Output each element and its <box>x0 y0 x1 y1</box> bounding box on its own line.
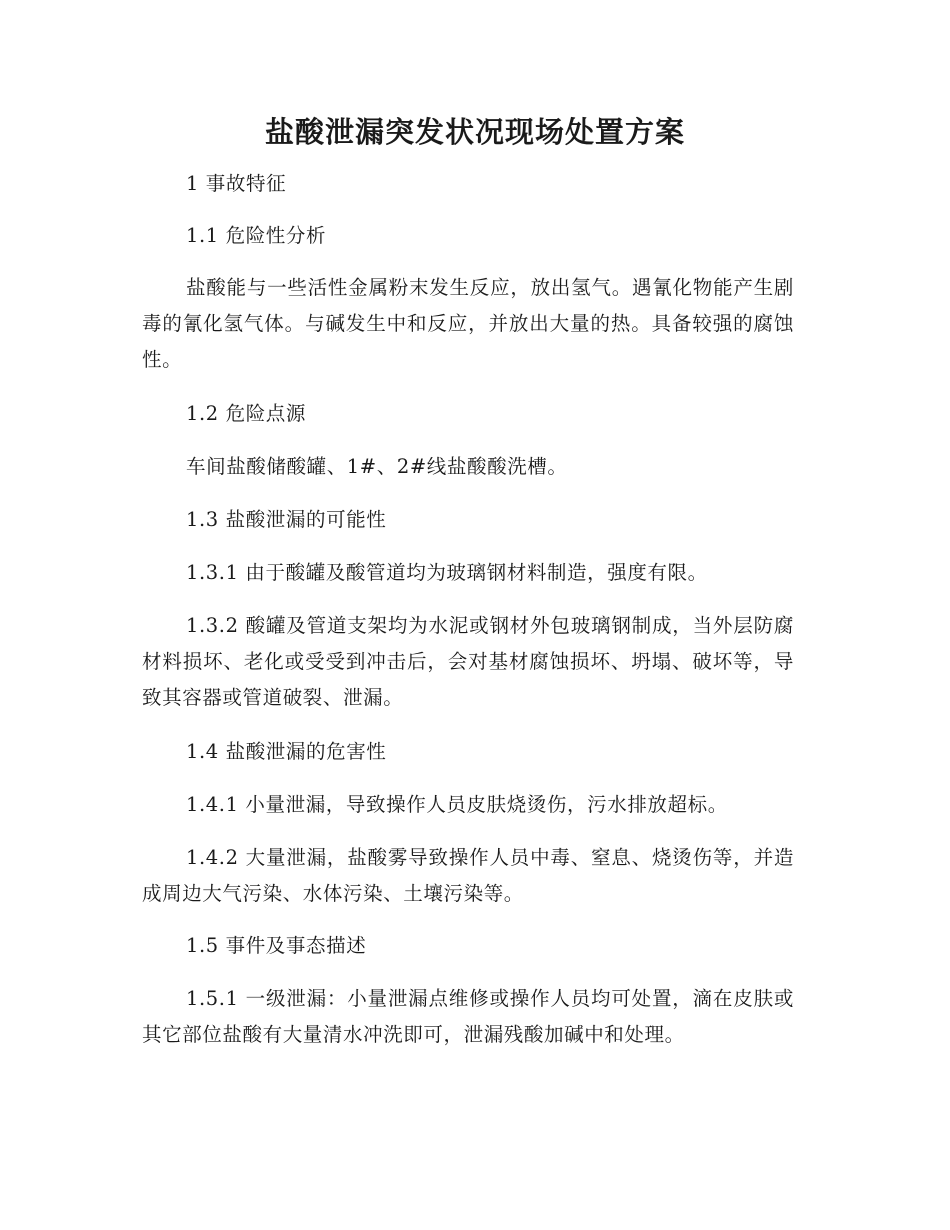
paragraph-hazard-sources: 车间盐酸储酸罐、1#、2#线盐酸酸洗槽。 <box>186 455 568 478</box>
subsection-heading-1-5: 1.5 事件及事态描述 <box>186 934 367 957</box>
document-title: 盐酸泄漏突发状况现场处置方案 <box>264 115 685 149</box>
paragraph-1-5-1: 1.5.1 一级泄漏：小量泄漏点维修或操作人员均可处置，滴在皮肤或其它部位盐酸有大量清水冲洗即可，泄漏残酸加碱中和处理。 <box>142 987 794 1046</box>
section-heading-1: 1 事故特征 <box>186 172 287 195</box>
subsection-heading-1-2: 1.2 危险点源 <box>186 402 307 425</box>
paragraph-1-4-2: 1.4.2 大量泄漏，盐酸雾导致操作人员中毒、窒息、烧烫伤等，并造成周边大气污染、水体污染、土壤污染等。 <box>142 846 794 905</box>
paragraph-hazard-analysis: 盐酸能与一些活性金属粉末发生反应，放出氢气。遇氰化物能产生剧毒的氰化氢气体。与碱发生中和反应，并放出大量的热。具备较强的腐蚀性。 <box>142 276 794 371</box>
paragraph-1-4-1: 1.4.1 小量泄漏，导致操作人员皮肤烧烫伤，污水排放超标。 <box>186 793 728 816</box>
paragraph-1-3-1: 1.3.1 由于酸罐及酸管道均为玻璃钢材料制造，强度有限。 <box>186 561 708 584</box>
subsection-heading-1-1: 1.1 危险性分析 <box>186 224 327 247</box>
subsection-heading-1-3: 1.3 盐酸泄漏的可能性 <box>186 508 387 531</box>
subsection-heading-1-4: 1.4 盐酸泄漏的危害性 <box>186 740 387 763</box>
paragraph-1-3-2: 1.3.2 酸罐及管道支架均为水泥或钢材外包玻璃钢制成，当外层防腐材料损坏、老化或受受到冲击后，会对基材腐蚀损坏、坍塌、破坏等，导致其容器或管道破裂、泄漏。 <box>142 614 794 709</box>
